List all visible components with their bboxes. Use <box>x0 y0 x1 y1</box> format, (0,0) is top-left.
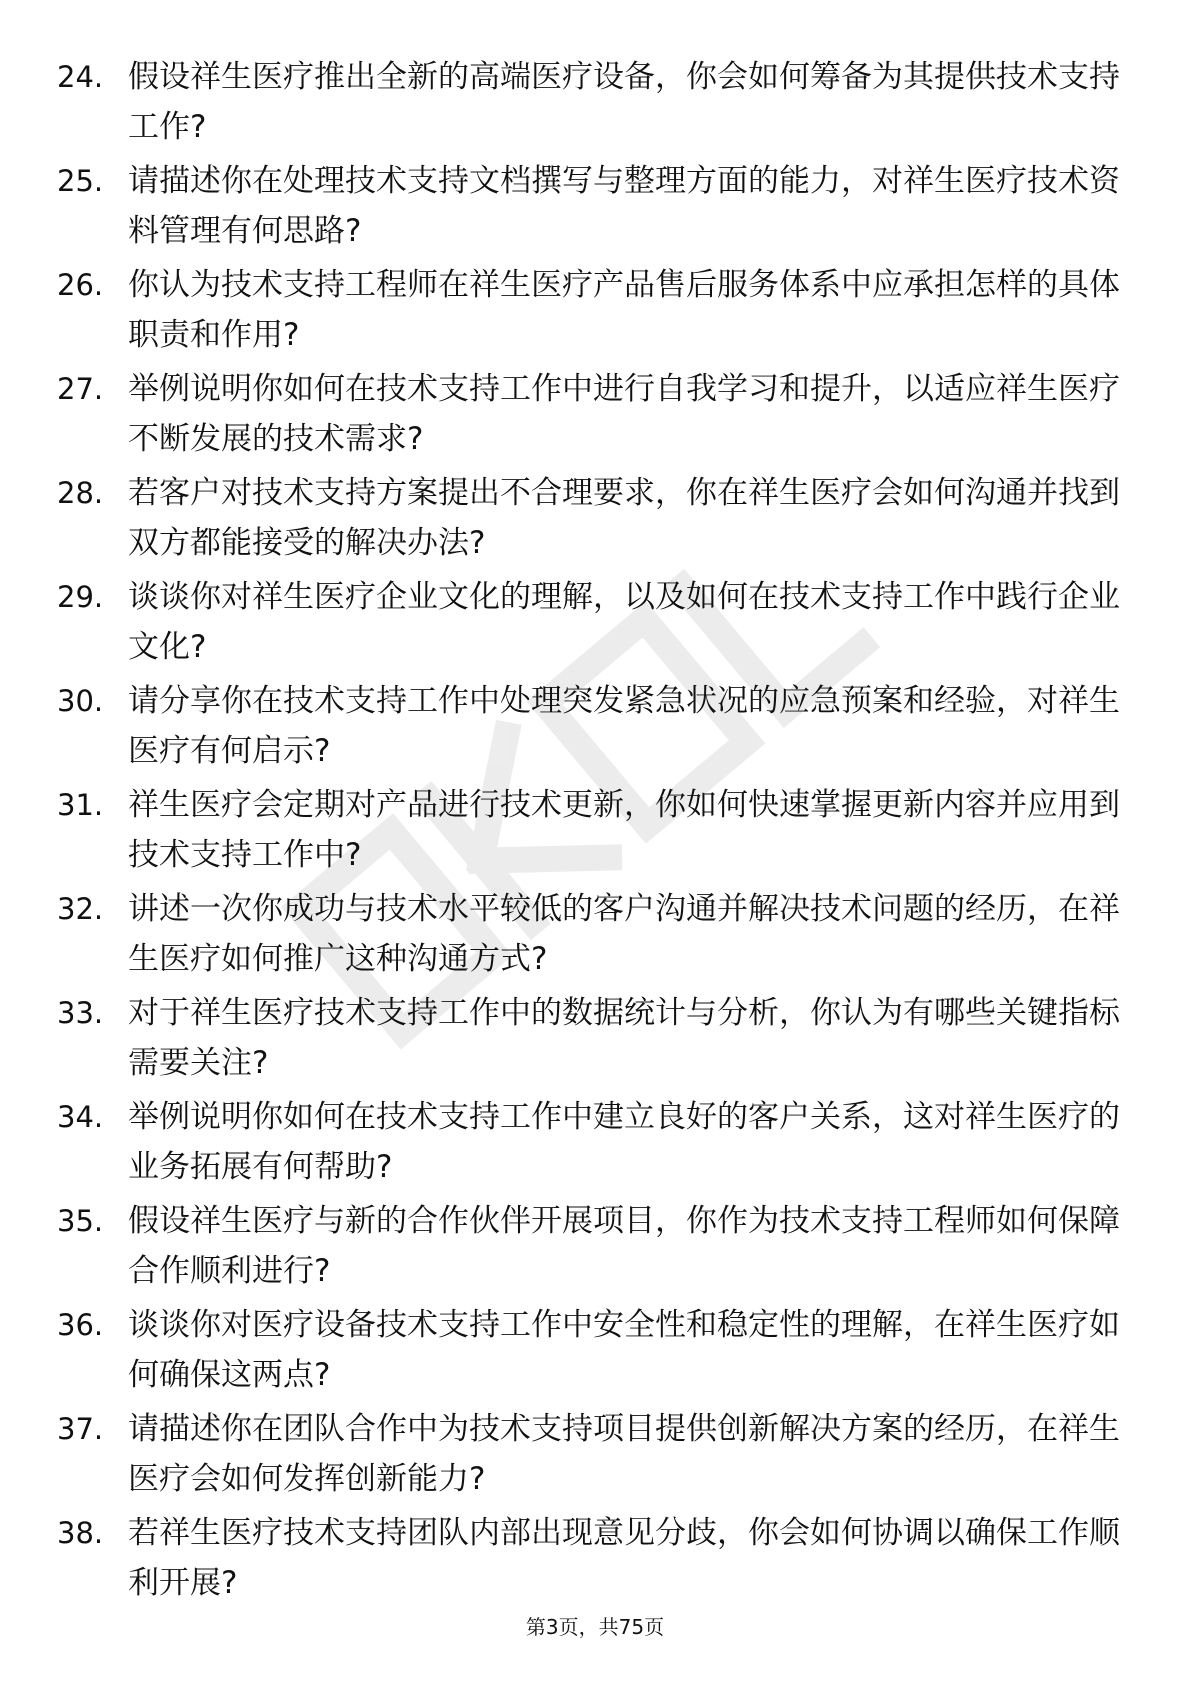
question-number: 33. <box>57 996 104 1030</box>
question-number: 32. <box>57 892 104 926</box>
question-text: 请描述你在处理技术支持文档撰写与整理方面的能力，对祥生医疗技术资料管理有何思路? <box>128 163 1120 249</box>
question-text: 假设祥生医疗与新的合作伙伴开展项目，你作为技术支持工程师如何保障合作顺利进行? <box>128 1203 1120 1289</box>
question-text: 讲述一次你成功与技术水平较低的客户沟通并解决技术问题的经历，在祥生医疗如何推广这种沟通方式? <box>128 891 1120 977</box>
question-item <box>0 884 1190 988</box>
question-item <box>0 988 1190 1092</box>
question-number: 34. <box>57 1100 104 1134</box>
question-item <box>0 676 1190 780</box>
question-number: 38. <box>57 1516 104 1550</box>
question-number: 29. <box>57 580 104 614</box>
question-number: 35. <box>57 1204 104 1238</box>
question-item <box>0 1300 1190 1404</box>
question-item <box>0 260 1190 364</box>
question-text: 请描述你在团队合作中为技术支持项目提供创新解决方案的经历，在祥生医疗会如何发挥创新能力? <box>128 1411 1120 1497</box>
question-item <box>0 468 1190 572</box>
question-number: 27. <box>57 372 104 406</box>
question-item <box>0 1508 1190 1612</box>
question-number: 30. <box>57 684 104 718</box>
question-item <box>0 364 1190 468</box>
question-number: 36. <box>57 1308 104 1342</box>
question-text: 祥生医疗会定期对产品进行技术更新，你如何快速掌握更新内容并应用到技术支持工作中? <box>128 787 1120 873</box>
question-text: 若客户对技术支持方案提出不合理要求，你在祥生医疗会如何沟通并找到双方都能接受的解决办法? <box>128 475 1120 561</box>
question-number: 28. <box>57 476 104 510</box>
question-number: 31. <box>57 788 104 822</box>
question-number: 37. <box>57 1412 104 1446</box>
question-text: 假设祥生医疗推出全新的高端医疗设备，你会如何筹备为其提供技术支持工作? <box>128 59 1120 145</box>
question-number: 25. <box>57 164 104 198</box>
question-list <box>0 52 1190 1612</box>
question-text: 谈谈你对祥生医疗企业文化的理解，以及如何在技术支持工作中践行企业文化? <box>128 579 1120 665</box>
question-text: 你认为技术支持工程师在祥生医疗产品售后服务体系中应承担怎样的具体职责和作用? <box>128 267 1120 353</box>
question-number: 24. <box>57 60 104 94</box>
question-item <box>0 780 1190 884</box>
question-item <box>0 1092 1190 1196</box>
question-text: 请分享你在技术支持工作中处理突发紧急状况的应急预案和经验，对祥生医疗有何启示? <box>128 683 1120 769</box>
question-item <box>0 1404 1190 1508</box>
question-item <box>0 52 1190 156</box>
question-text: 举例说明你如何在技术支持工作中建立良好的客户关系，这对祥生医疗的业务拓展有何帮助? <box>128 1099 1120 1185</box>
question-item <box>0 156 1190 260</box>
question-text: 若祥生医疗技术支持团队内部出现意见分歧，你会如何协调以确保工作顺利开展? <box>128 1515 1120 1601</box>
question-text: 谈谈你对医疗设备技术支持工作中安全性和稳定性的理解，在祥生医疗如何确保这两点? <box>128 1307 1120 1393</box>
page-number-footer: 第3页，共75页 <box>525 1615 665 1639</box>
question-item <box>0 1196 1190 1300</box>
question-item <box>0 572 1190 676</box>
question-number: 26. <box>57 268 104 302</box>
question-text: 对于祥生医疗技术支持工作中的数据统计与分析，你认为有哪些关键指标需要关注? <box>128 995 1120 1081</box>
question-text: 举例说明你如何在技术支持工作中进行自我学习和提升，以适应祥生医疗不断发展的技术需求? <box>128 371 1120 457</box>
